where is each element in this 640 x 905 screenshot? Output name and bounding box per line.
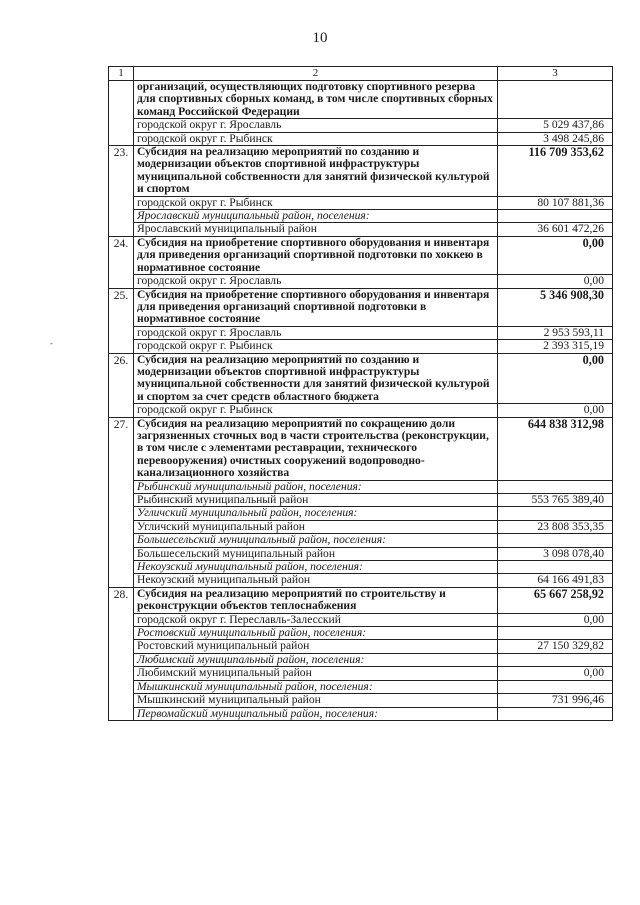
group-heading: Первомайский муниципальный район, поселения: (134, 707, 498, 720)
row-value (498, 627, 613, 640)
row-label: городской округ г. Ярославль (134, 326, 498, 339)
group-heading: Рыбинский муниципальный район, поселения: (134, 480, 498, 493)
item-number: 28. (109, 587, 134, 613)
item-number: 27. (109, 417, 134, 480)
row-label: Угличский муниципальный район (134, 520, 498, 533)
number-cell (109, 547, 134, 560)
item-total: 644 838 312,98 (498, 417, 613, 480)
table-row (109, 547, 613, 560)
number-cell (109, 640, 134, 653)
row-label: Мышкинский муниципальный район (134, 694, 498, 707)
item-title: Субсидия на реализацию мероприятий по созданию и модернизации объектов спортивной инфраструктуры муниципальной собственности для занятий физической культурой и спортом (134, 146, 498, 197)
group-heading: Ярославский муниципальный район, поселения: (134, 210, 498, 223)
number-cell (109, 223, 134, 236)
row-label: городской округ г. Переславль-Залесский (134, 613, 498, 626)
table-row (109, 534, 613, 547)
item-title-row (109, 288, 613, 326)
table-header-row (109, 67, 613, 81)
number-cell (109, 561, 134, 574)
table-row (109, 507, 613, 520)
item-total: 65 667 258,92 (498, 587, 613, 613)
table-row (109, 326, 613, 339)
row-value: 36 601 472,26 (498, 223, 613, 236)
number-cell (109, 574, 134, 587)
row-value (498, 480, 613, 493)
header-col-3: 3 (498, 67, 613, 81)
row-value: 553 765 389,40 (498, 494, 613, 507)
table-row (109, 561, 613, 574)
row-value: 23 808 353,35 (498, 520, 613, 533)
row-value: 0,00 (498, 667, 613, 680)
item-title: Субсидия на реализацию мероприятий по сокращению доли загрязненных сточных вод в части строительства (реконструкции, в том числе с элементами реставрации, технического перевооружения) очистных сооружений водопроводно-канализационного хозяйства (134, 417, 498, 480)
table-row (109, 640, 613, 653)
row-label: городской округ г. Рыбинск (134, 404, 498, 417)
number-cell (109, 627, 134, 640)
row-label: городской округ г. Рыбинск (134, 132, 498, 145)
row-value (498, 210, 613, 223)
item-total: 5 346 908,30 (498, 288, 613, 326)
table-row (109, 196, 613, 209)
continued-title-row (109, 81, 613, 119)
row-value (498, 507, 613, 520)
number-cell (109, 667, 134, 680)
item-title-row (109, 587, 613, 613)
number-cell (109, 210, 134, 223)
number-cell (109, 326, 134, 339)
table-row (109, 223, 613, 236)
table-row (109, 494, 613, 507)
number-cell (109, 507, 134, 520)
row-value: 5 029 437,86 (498, 119, 613, 132)
row-label: Любимский муниципальный район (134, 667, 498, 680)
row-value: 0,00 (498, 613, 613, 626)
number-cell (109, 404, 134, 417)
row-label: городской округ г. Ярославль (134, 119, 498, 132)
header-col-1: 1 (109, 67, 134, 81)
row-value (498, 680, 613, 693)
continued-title: организаций, осуществляющих подготовку спортивного резерва для спортивных сборных команд, в том числе спортивных сборных команд Российской Федерации (134, 81, 498, 119)
row-label: городской округ г. Рыбинск (134, 196, 498, 209)
row-label: городской округ г. Рыбинск (134, 340, 498, 353)
row-value: 2 393 315,19 (498, 340, 613, 353)
row-label: Ростовский муниципальный район (134, 640, 498, 653)
table-row (109, 707, 613, 720)
row-value: 0,00 (498, 275, 613, 288)
table-row (109, 653, 613, 666)
item-title: Субсидия на приобретение спортивного оборудования и инвентаря для приведения организаций спортивной подготовки по хоккею в нормативное состояние (134, 236, 498, 274)
row-value: 3 098 078,40 (498, 547, 613, 560)
row-value: 0,00 (498, 404, 613, 417)
table-row (109, 680, 613, 693)
number-cell (109, 694, 134, 707)
total-cell (498, 81, 613, 119)
item-number: 23. (109, 146, 134, 197)
item-total: 116 709 353,62 (498, 146, 613, 197)
item-title-row (109, 353, 613, 404)
table-row (109, 480, 613, 493)
item-title-row (109, 236, 613, 274)
number-cell (109, 132, 134, 145)
row-label: Ярославский муниципальный район (134, 223, 498, 236)
number-cell (109, 340, 134, 353)
row-label: Большесельский муниципальный район (134, 547, 498, 560)
group-heading: Мышкинский муниципальный район, поселения: (134, 680, 498, 693)
table-row (109, 275, 613, 288)
number-cell (109, 653, 134, 666)
number-cell (109, 275, 134, 288)
group-heading: Некоузский муниципальный район, поселения: (134, 561, 498, 574)
row-value (498, 707, 613, 720)
number-cell (109, 119, 134, 132)
number-cell (109, 534, 134, 547)
row-label: Рыбинский муниципальный район (134, 494, 498, 507)
item-total: 0,00 (498, 353, 613, 404)
item-title-row (109, 146, 613, 197)
row-value: 2 953 593,11 (498, 326, 613, 339)
row-label: Некоузский муниципальный район (134, 574, 498, 587)
table-row (109, 667, 613, 680)
row-value: 731 996,46 (498, 694, 613, 707)
margin-mark: - (50, 338, 53, 348)
table-row (109, 520, 613, 533)
header-col-2: 2 (134, 67, 498, 81)
item-number: 24. (109, 236, 134, 274)
number-cell (109, 81, 134, 119)
table-row (109, 574, 613, 587)
row-value: 80 107 881,36 (498, 196, 613, 209)
item-number: 26. (109, 353, 134, 404)
table-row (109, 404, 613, 417)
row-value: 27 150 329,82 (498, 640, 613, 653)
item-number: 25. (109, 288, 134, 326)
page-number: 10 (312, 30, 328, 46)
group-heading: Ростовский муниципальный район, поселения: (134, 627, 498, 640)
row-value: 64 166 491,83 (498, 574, 613, 587)
table-row (109, 119, 613, 132)
number-cell (109, 707, 134, 720)
table-row (109, 694, 613, 707)
table-row (109, 210, 613, 223)
item-total: 0,00 (498, 236, 613, 274)
number-cell (109, 196, 134, 209)
table-row (109, 627, 613, 640)
item-title-row (109, 417, 613, 480)
table-row (109, 132, 613, 145)
number-cell (109, 480, 134, 493)
item-title: Субсидия на реализацию мероприятий по созданию и модернизации объектов спортивной инфраструктуры муниципальной собственности для занятий физической культурой и спортом за счет средств областного бюджета (134, 353, 498, 404)
row-value (498, 653, 613, 666)
group-heading: Любимский муниципальный район, поселения: (134, 653, 498, 666)
row-label: городской округ г. Ярославль (134, 275, 498, 288)
table-row (109, 340, 613, 353)
item-title: Субсидия на реализацию мероприятий по строительству и реконструкции объектов теплоснабжения (134, 587, 498, 613)
row-value (498, 561, 613, 574)
number-cell (109, 680, 134, 693)
number-cell (109, 494, 134, 507)
table-row (109, 613, 613, 626)
item-title: Субсидия на приобретение спортивного оборудования и инвентаря для приведения организаций спортивной подготовки в нормативное состояние (134, 288, 498, 326)
row-value (498, 534, 613, 547)
subsidy-table (108, 66, 613, 721)
group-heading: Большесельский муниципальный район, поселения: (134, 534, 498, 547)
group-heading: Угличский муниципальный район, поселения: (134, 507, 498, 520)
number-cell (109, 613, 134, 626)
row-value: 3 498 245,86 (498, 132, 613, 145)
number-cell (109, 520, 134, 533)
